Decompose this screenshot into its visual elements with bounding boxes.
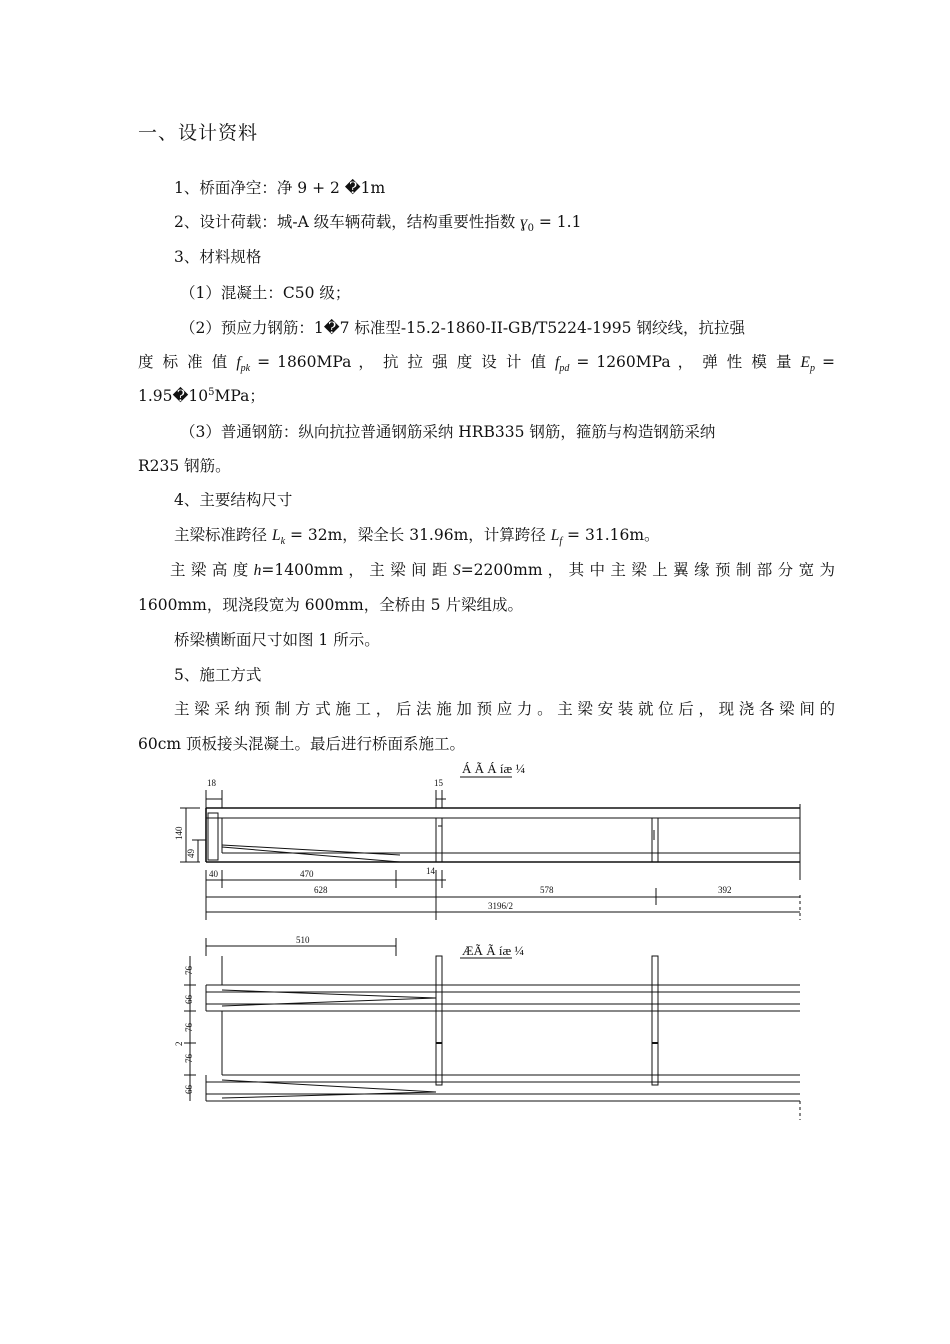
load-value: = 1.1 <box>533 213 582 231</box>
dim-15: 15 <box>434 778 443 788</box>
text-span: 1.95�10 <box>138 387 209 405</box>
item-clearance: 1、桥面净空：净 9 + 2 �1m <box>174 179 386 197</box>
dim-2: 2 <box>174 1041 184 1046</box>
dim-392: 392 <box>718 885 732 895</box>
ep-subscript: p <box>810 363 815 375</box>
dim-140: 140 <box>174 826 184 840</box>
fpd-symbol: f <box>555 354 560 371</box>
item-rebar-line1: （3）普通钢筋：纵向抗拉普通钢筋采纳 HRB335 钢筋，箍筋与构造钢筋采纳 <box>180 423 716 441</box>
fpk-symbol: f <box>236 354 241 371</box>
text-span: 度 标 准 值 <box>138 353 237 371</box>
section-title: 一、设计资料 <box>138 122 259 144</box>
lk-symbol: L <box>271 527 281 544</box>
item-height-line2: 1600mm，现浇段宽为 600mm，全桥由 5 片梁组成。 <box>138 596 523 614</box>
dim-14: 14 <box>426 866 435 876</box>
dim-total: 3196/2 <box>488 901 514 911</box>
h-symbol: h <box>253 562 262 579</box>
item-figure-ref: 桥梁横断面尺寸如图 1 所示。 <box>174 631 380 649</box>
dim-510: 510 <box>296 935 310 945</box>
ep-symbol: E <box>800 354 810 371</box>
text-span: 主 梁 高 度 <box>170 561 254 579</box>
dim-49: 49 <box>186 849 196 858</box>
item-dimensions: 4、主要结构尺寸 <box>174 491 293 509</box>
exponent: 5 <box>208 386 215 398</box>
dim-18: 18 <box>207 778 216 788</box>
text-span: = 32m，梁全长 31.96m，计算跨径 <box>285 526 551 544</box>
gamma-symbol: ɣ <box>520 214 528 231</box>
lf-symbol: L <box>550 527 560 544</box>
dim-76-b: 76 <box>184 1023 194 1032</box>
item-concrete: （1）混凝土：C50 级； <box>180 284 351 302</box>
text-span: = 1260MPa ， 弹 性 模 量 <box>569 353 801 371</box>
item-construction-line2: 60cm 顶板接头混凝土。最后进行桥面系施工。 <box>138 735 466 753</box>
dim-66-a: 66 <box>184 995 194 1004</box>
gamma-subscript: 0 <box>527 223 534 235</box>
dim-470: 470 <box>300 869 314 879</box>
text-span: =1400mm ， 主 梁 间 距 <box>261 561 453 579</box>
load-text: 2、设计荷载：城-A 级车辆荷载，结构重要性指数 <box>174 213 516 231</box>
text-span: =2200mm ， 其 中 主 梁 上 翼 缘 预 制 部 分 宽 为 <box>460 561 835 579</box>
dim-628: 628 <box>314 885 328 895</box>
dim-76-a: 76 <box>184 966 194 975</box>
dim-40: 40 <box>209 869 218 879</box>
text-span: = 31.16m。 <box>562 526 660 544</box>
elevation-title: Á Ã Á íæ ¼ <box>462 761 526 776</box>
fpk-subscript: pk <box>240 363 251 375</box>
dim-66-b: 66 <box>184 1085 194 1094</box>
item-rebar-line2: R235 钢筋。 <box>138 457 231 475</box>
text-span: = <box>815 353 835 371</box>
item-construction: 5、施工方式 <box>174 666 262 684</box>
item-construction-line1: 主梁采纳预制方式施工，后法施加预应力。主梁安装就位后，现浇各梁间的 <box>174 700 835 718</box>
dim-76-c: 76 <box>184 1054 194 1063</box>
item-materials: 3、材料规格 <box>174 248 262 266</box>
fpd-subscript: pd <box>559 363 570 375</box>
plan-title: ÆÃ Ã íæ ¼ <box>462 943 525 958</box>
lk-subscript: k <box>280 536 286 548</box>
item-prestress-line1: （2）预应力钢筋：1�7 标准型-15.2-1860-II-GB/T5224-1995 钢绞线，抗拉强 <box>180 319 745 337</box>
s-symbol: S <box>452 562 461 579</box>
dim-578: 578 <box>540 885 554 895</box>
text-span: = 1860MPa ， 抗 拉 强 度 设 计 值 <box>250 353 556 371</box>
text-span: MPa； <box>214 387 265 405</box>
text-span: 主梁标准跨径 <box>174 526 272 544</box>
lf-subscript: f <box>559 536 563 548</box>
